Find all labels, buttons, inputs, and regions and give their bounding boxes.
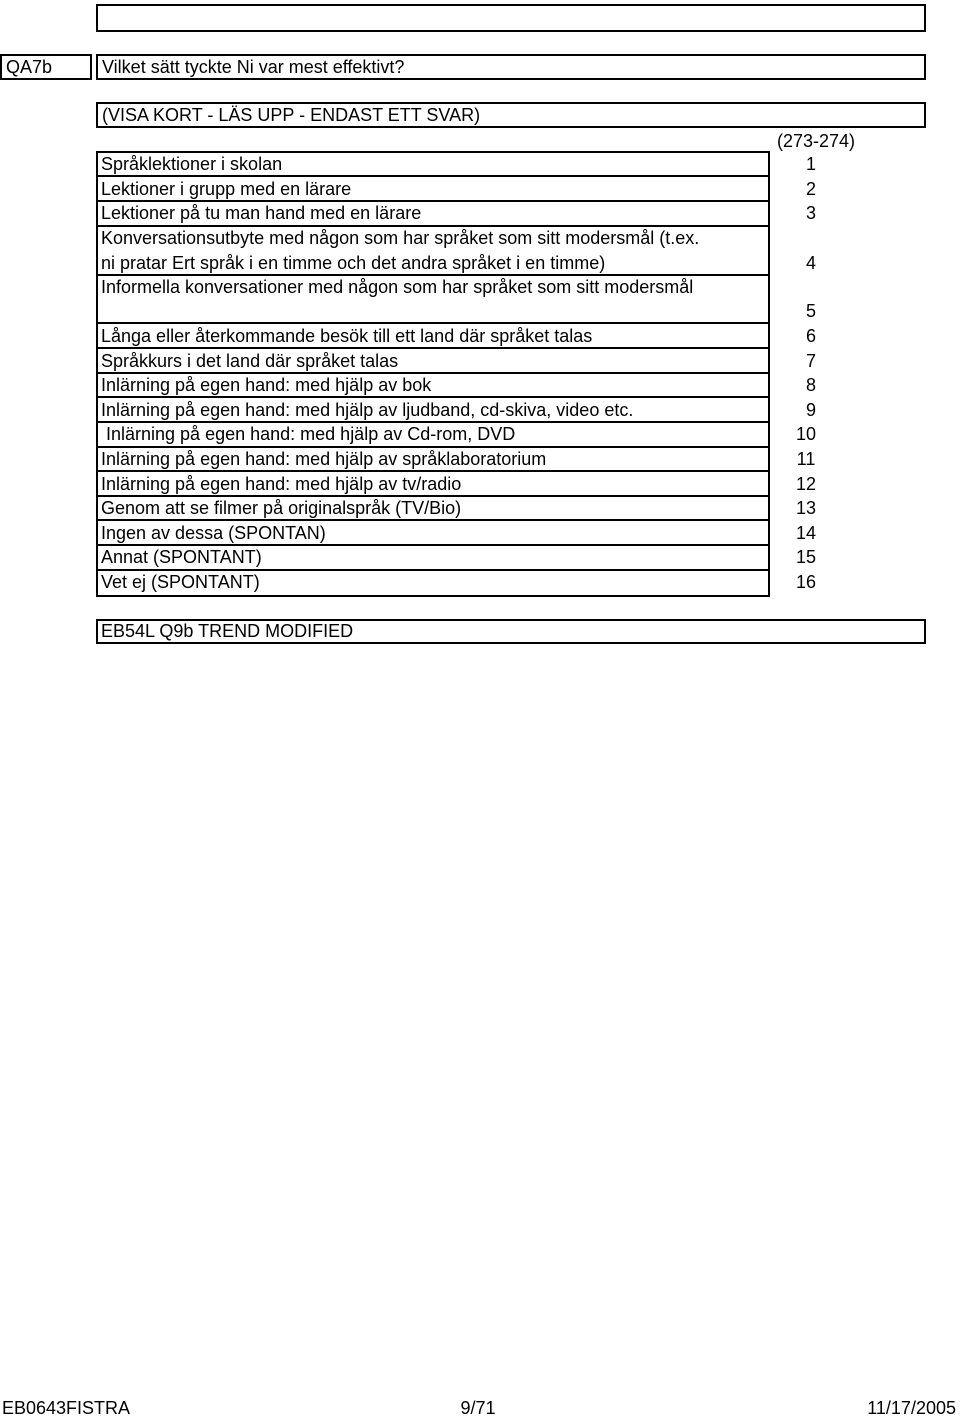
option-code: 8 xyxy=(805,375,816,395)
row-line xyxy=(96,322,770,324)
table-left-border xyxy=(96,151,98,597)
option-code: 13 xyxy=(795,498,817,518)
option-code: 12 xyxy=(795,474,817,494)
row-line xyxy=(96,470,770,472)
footer-page-number: 9/71 xyxy=(460,1398,496,1418)
footer-date: 11/17/2005 xyxy=(867,1398,956,1418)
row-line xyxy=(96,175,770,177)
option-code: 9 xyxy=(805,400,816,420)
question-text: Vilket sätt tyckte Ni var mest effektivt? xyxy=(102,57,405,77)
table-right-border xyxy=(768,151,770,597)
row-line xyxy=(96,595,770,597)
question-code: QA7b xyxy=(6,57,53,77)
option-label: Inlärning på egen hand: med hjälp av språklaboratorium xyxy=(101,449,547,469)
row-line xyxy=(96,347,770,349)
option-label: Språkkurs i det land där språket talas xyxy=(101,351,399,371)
option-label: Ingen av dessa (SPONTAN) xyxy=(101,523,326,543)
option-label: Informella konversationer med någon som har språket som sitt modersmål xyxy=(101,277,694,297)
option-code: 16 xyxy=(795,572,817,592)
option-code: 7 xyxy=(805,351,816,371)
row-line xyxy=(96,396,770,398)
option-label: Genom att se filmer på originalspråk (TV/Bio) xyxy=(101,498,462,518)
option-code: 14 xyxy=(795,523,817,543)
option-code: 11 xyxy=(796,449,816,469)
option-code: 15 xyxy=(795,547,817,567)
option-label: Lektioner i grupp med en lärare xyxy=(101,179,352,199)
option-label-continued: ni pratar Ert språk i en timme och det andra språket i en timme) xyxy=(101,253,606,273)
option-code: 6 xyxy=(805,326,816,346)
option-label: Långa eller återkommande besök till ett land där språket talas xyxy=(101,326,593,346)
row-line xyxy=(96,519,770,521)
option-label: Inlärning på egen hand: med hjälp av bok xyxy=(101,375,432,395)
option-label: Inlärning på egen hand: med hjälp av ljudband, cd-skiva, video etc. xyxy=(101,400,634,420)
trend-note: EB54L Q9b TREND MODIFIED xyxy=(101,621,354,641)
option-label: Annat (SPONTANT) xyxy=(101,547,262,567)
option-code: 3 xyxy=(805,203,816,223)
option-code: 2 xyxy=(805,179,816,199)
option-code: 5 xyxy=(805,301,816,321)
option-label: Vet ej (SPONTANT) xyxy=(101,572,260,592)
top-empty-box xyxy=(96,4,926,32)
option-label: Språklektioner i skolan xyxy=(101,154,283,174)
column-reference: (273-274) xyxy=(776,131,856,151)
instruction-text: (VISA KORT - LÄS UPP - ENDAST ETT SVAR) xyxy=(102,105,481,125)
option-label: Inlärning på egen hand: med hjälp av tv/radio xyxy=(101,474,462,494)
option-code: 1 xyxy=(805,154,816,174)
option-label: Konversationsutbyte med någon som har språket som sitt modersmål (t.ex. xyxy=(101,228,700,248)
footer-doc-id: EB0643FISTRA xyxy=(2,1398,131,1418)
option-code: 4 xyxy=(805,253,816,273)
option-label: Inlärning på egen hand: med hjälp av Cd-rom, DVD xyxy=(101,424,516,444)
option-label: Lektioner på tu man hand med en lärare xyxy=(101,203,422,223)
option-code: 10 xyxy=(795,424,817,444)
